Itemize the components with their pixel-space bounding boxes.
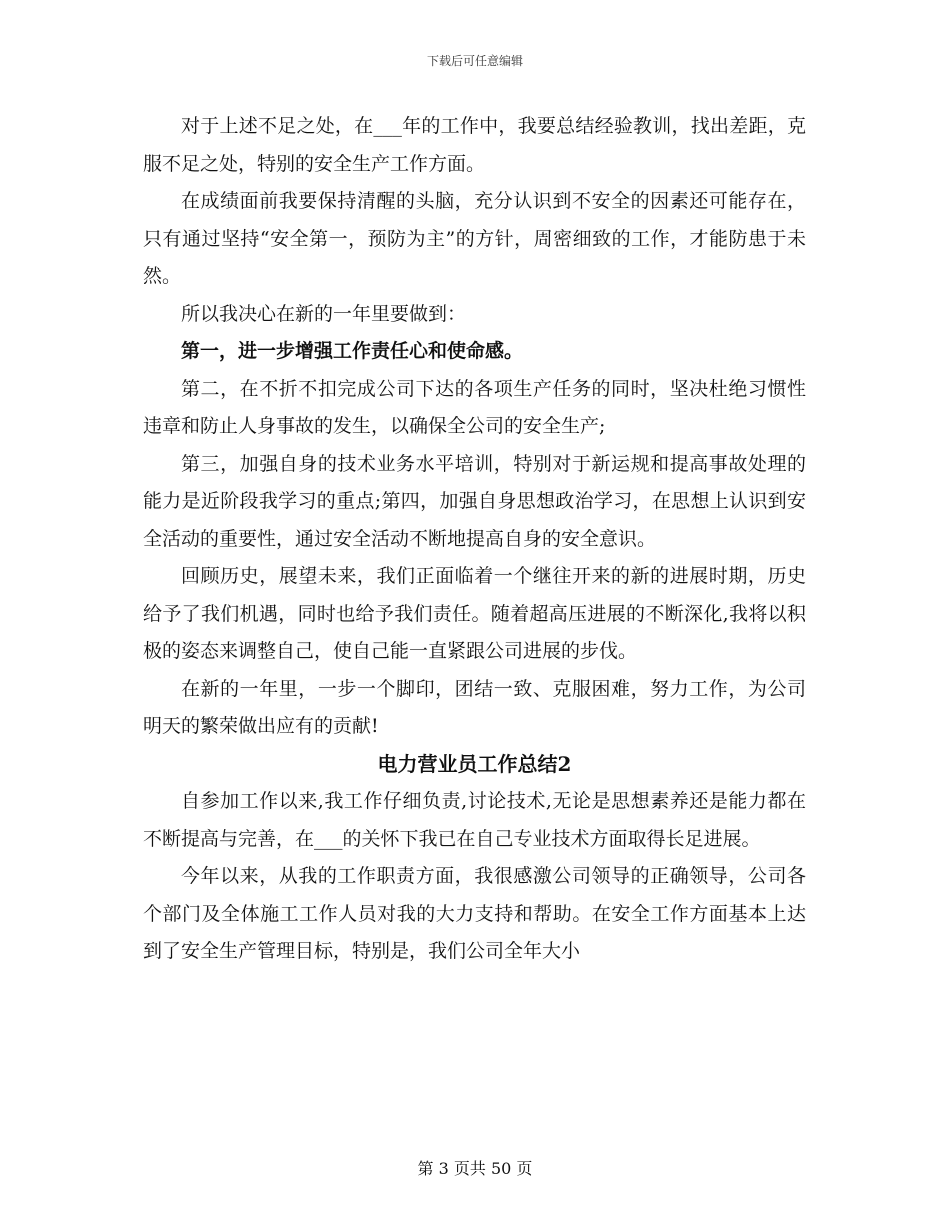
paragraph-bold: 第一，进一步增强工作责任心和使命感。 — [181, 340, 524, 362]
paragraph: 回顾历史，展望未来，我们正面临着一个继往开来的新的进展时期，历史给予了我们机遇，同时也给予我们责任。随着超高压进展的不断深化,我将以积极的姿态来调整自己，使自己能一直紧跟公司进展的步伐。 — [143, 565, 806, 662]
paragraph: 第三，加强自身的技术业务水平培训，特别对于新运规和提高事故处理的能力是近阶段我学习的重点;第四，加强自身思想政治学习，在思想上认识到安全活动的重要性，通过安全活动不断地提高自身的安全意识。 — [143, 452, 806, 550]
paragraph: 所以我决心在新的一年里要做到： — [181, 302, 467, 325]
section-title: 电力营业员工作总结2 — [377, 751, 572, 776]
paragraph: 自参加工作以来,我工作仔细负责,讨论技术,无论是思想素养还是能力都在不断提高与完善，在___的关怀下我已在自己专业技术方面取得长足进展。 — [143, 790, 806, 850]
page-header: 下载后可任意编辑 — [426, 54, 523, 68]
paragraph: 在成绩面前我要保持清醒的头脑，充分认识到不安全的因素还可能存在，只有通过坚持“安全第一，预防为主”的方针，周密细致的工作，才能防患于未然。 — [143, 190, 806, 287]
paragraph: 第二，在不折不扣完成公司下达的各项生产任务的同时，坚决杜绝习惯性违章和防止人身事故的发生，以确保全公司的安全生产; — [143, 377, 806, 437]
paragraph: 今年以来，从我的工作职责方面，我很感激公司领导的正确领导，公司各个部门及全体施工工作人员对我的大力支持和帮助。在安全工作方面基本上达到了安全生产管理目标，特别是，我们公司全年大小 — [143, 865, 806, 962]
paragraph: 在新的一年里，一步一个脚印，团结一致、克服困难，努力工作，为公司明天的繁荣做出应有的贡献! — [143, 677, 806, 737]
document-body — [143, 108, 806, 971]
page-footer: 第 3 页共 50 页 — [417, 1159, 533, 1178]
paragraph: 对于上述不足之处，在___年的工作中，我要总结经验教训，找出差距，克服不足之处，特别的安全生产工作方面。 — [143, 115, 806, 175]
